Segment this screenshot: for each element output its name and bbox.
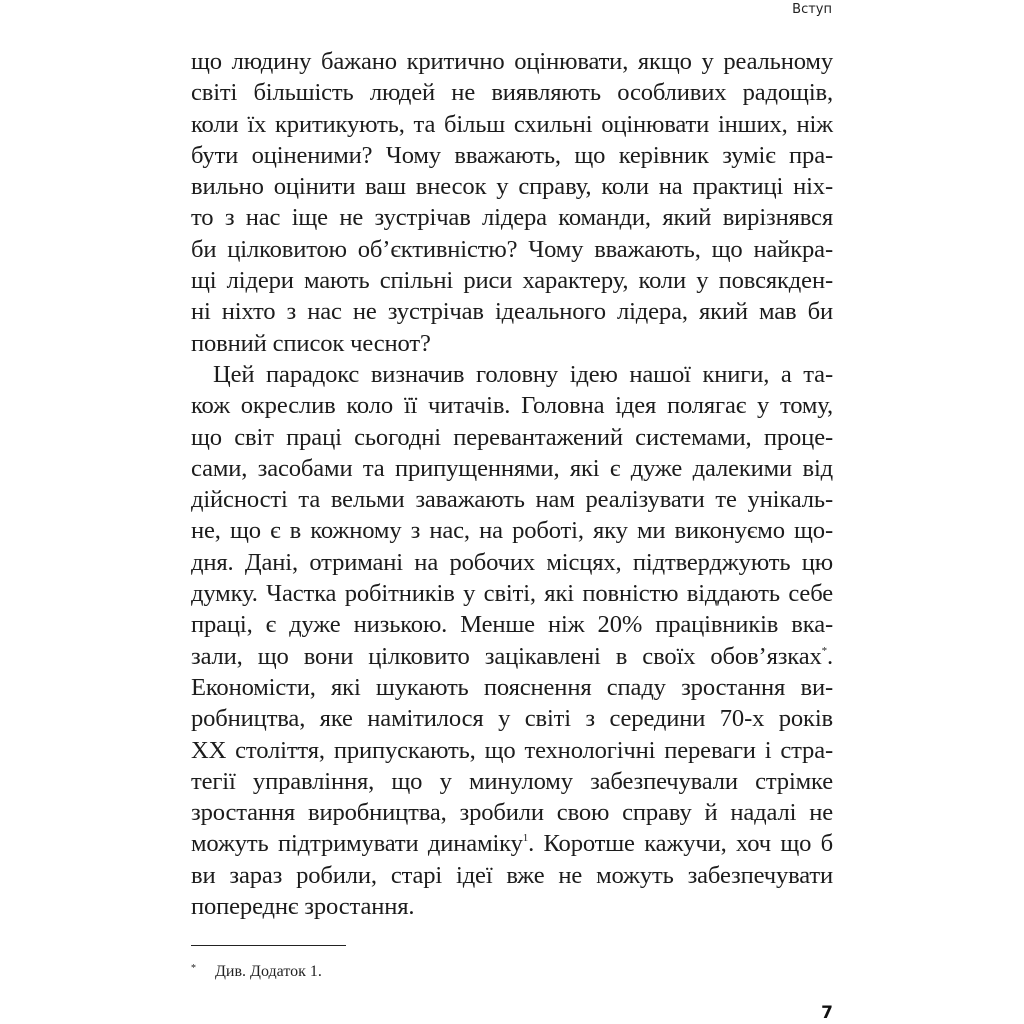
text-line: думку. Частка робітників у світі, які повністю віддають себе xyxy=(191,580,833,608)
line-tail: . Коротше кажучи, хоч що б xyxy=(528,830,834,858)
paragraph-start-line: Цей парадокс визначив головну ідею нашої книги, а та- xyxy=(213,360,833,388)
text-line-with-footnote xyxy=(191,641,833,672)
text-line: робництва, яке намітилося у світі з середини 70-х років xyxy=(191,705,833,733)
text-line: сами, засобами та припущеннями, які є дуже далекими від xyxy=(191,454,833,482)
text-line: світі більшість людей не виявляють особливих радощів, xyxy=(191,79,833,107)
footnote-ref[interactable]: * xyxy=(821,644,827,657)
text-line: дня. Дані, отримані на робочих місцях, підтверджують цю xyxy=(191,548,833,576)
page-number: 7 xyxy=(821,1003,833,1023)
footnote-mark: * xyxy=(191,963,196,974)
text-line: повний список чеснот? xyxy=(191,329,431,357)
text-line-with-endnote xyxy=(191,828,833,859)
text-line: що світ праці сьогодні перевантажений системами, проце- xyxy=(191,423,833,451)
text-line: XX століття, припускають, що технологічні переваги і стра- xyxy=(191,736,833,764)
text-line: Економісти, які шукають пояснення спаду зростання ви- xyxy=(191,673,833,701)
endnote-ref[interactable]: 1 xyxy=(522,832,529,845)
footnote-divider xyxy=(191,945,346,946)
running-head: Вступ xyxy=(792,2,832,17)
text-line: дійсності та вельми заважають нам реалізувати те унікаль- xyxy=(191,486,833,514)
text-line: праці, є дуже низькою. Менше ніж 20% працівників вка- xyxy=(191,611,833,639)
text-line: зростання виробництва, зробили свою справу й надалі не xyxy=(191,799,833,827)
text-line: вильно оцінити ваш внесок у справу, коли на практиці ніх- xyxy=(191,173,833,201)
text-line: не, що є в кожному з нас, на роботі, яку ми виконуємо що- xyxy=(191,517,833,545)
text-line: ви зараз робили, старі ідеї вже не можуть забезпечувати xyxy=(191,861,833,889)
body-text xyxy=(191,46,833,922)
line-tail: . xyxy=(827,642,833,670)
text-line: тегії управління, що у минулому забезпечували стрімке xyxy=(191,767,833,795)
text-line: що людину бажано критично оцінювати, якщо у реальному xyxy=(191,48,833,75)
text-line: ні ніхто з нас не зустрічав ідеального лідера, який мав би xyxy=(191,298,833,326)
line-text: можуть підтримувати динаміку xyxy=(191,830,523,858)
line-text: зали, що вони цілковито зацікавлені в своїх обов’язках xyxy=(191,642,822,670)
text-line: щі лідери мають спільні риси характеру, коли у повсякден- xyxy=(191,267,833,295)
footnote xyxy=(191,958,591,983)
text-line: кож окреслив коло її читачів. Головна ідея полягає у тому, xyxy=(191,392,833,420)
text-line: би цілковитою об’єктивністю? Чому вважають, що найкра- xyxy=(191,235,833,263)
text-line: бути оціненими? Чому вважають, що керівник зуміє пра- xyxy=(191,141,833,169)
text-line: то з нас іще не зустрічав лідера команди, який вирізнявся xyxy=(191,204,833,232)
footnote-text: Див. Додаток 1. xyxy=(215,963,322,980)
text-line: попереднє зростання. xyxy=(191,893,415,921)
text-line: коли їх критикують, та більш схильні оцінювати інших, ніж xyxy=(191,110,833,138)
